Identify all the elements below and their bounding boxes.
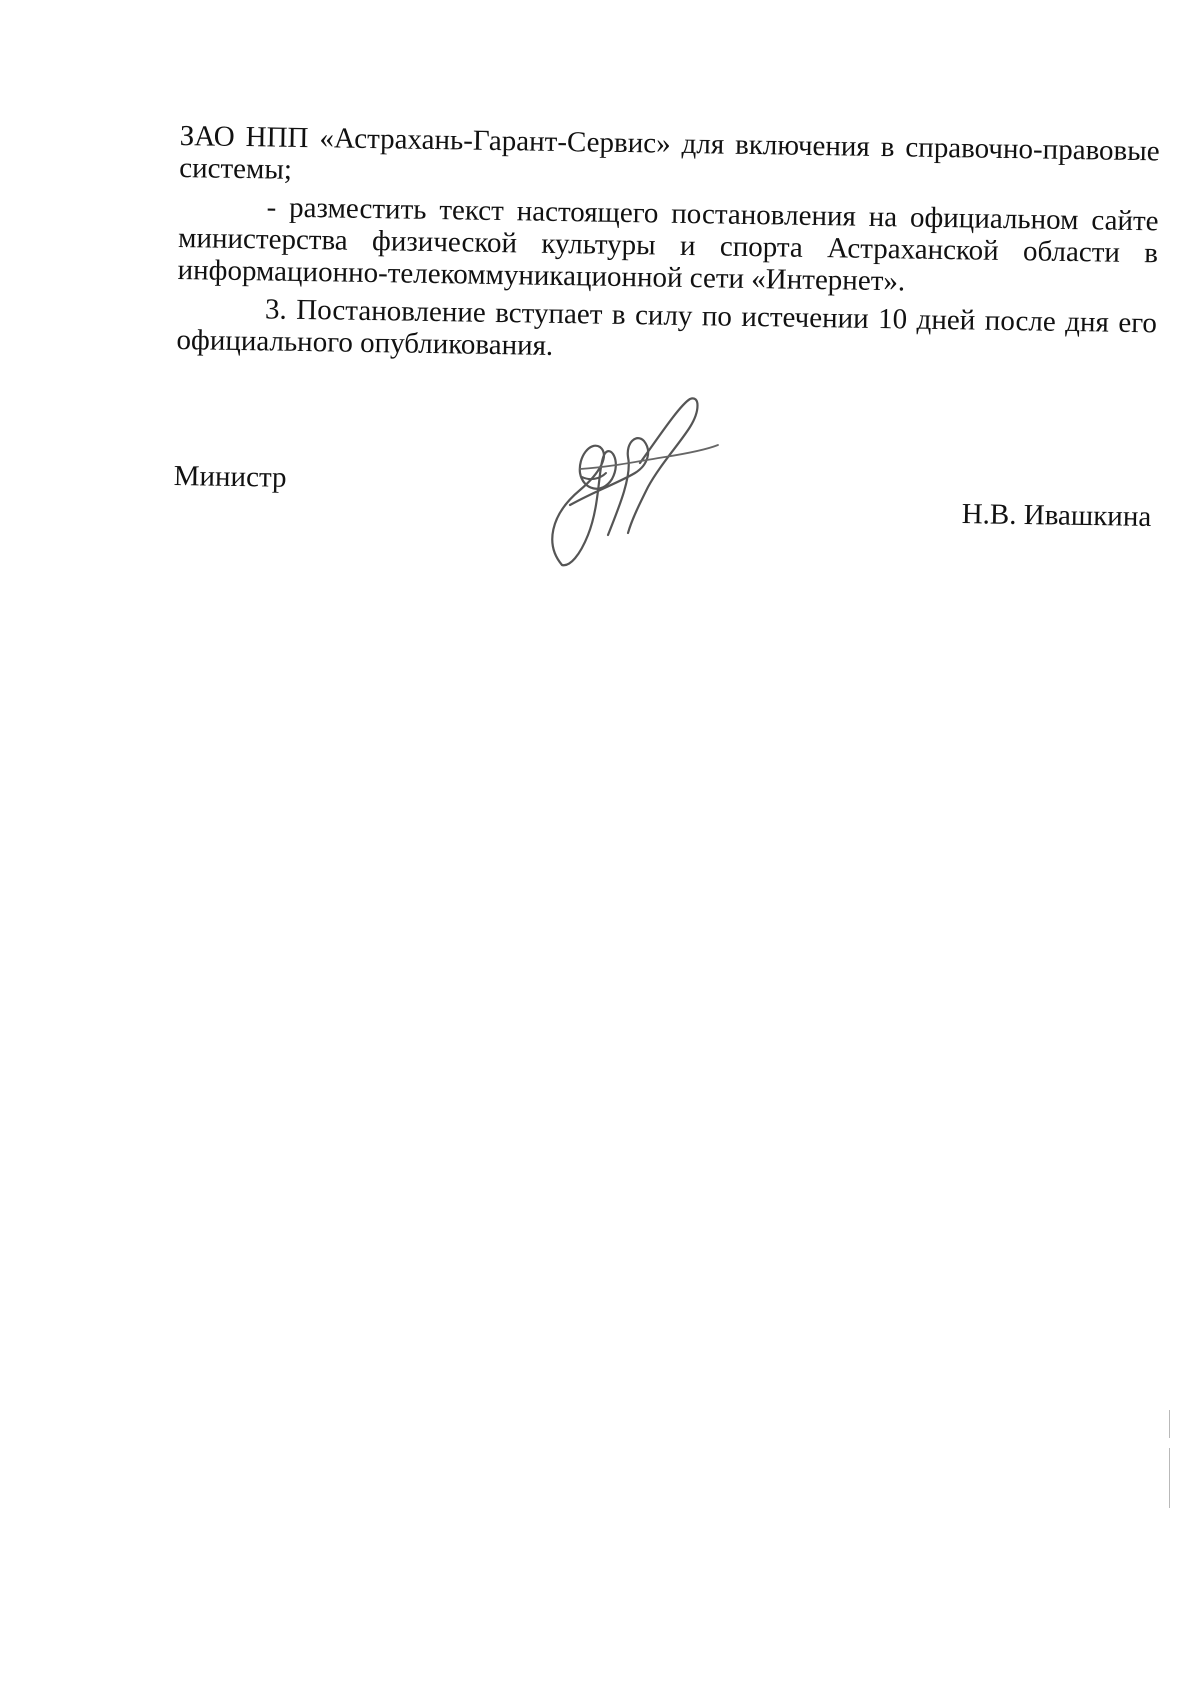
paragraph-legal-systems: ЗАО НПП «Астрахань-Гарант-Сервис» для включения в справочно-правовые системы;	[178, 120, 1160, 186]
paragraph-website-publication: - разместить текст настоящего постановления на официальном сайте министерства физической культуры и спорта Астраханской области в информационно-телекоммуникационной сети «Интернет».	[177, 191, 1159, 298]
scan-edge-mark	[1169, 1448, 1170, 1508]
handwritten-signature-icon	[540, 395, 720, 575]
signer-name: Н.В. Ивашкина	[961, 498, 1152, 533]
paragraph-effective-date: 3. Постановление вступает в силу по истечении 10 дней после дня его официального опубликования.	[176, 293, 1158, 362]
signer-position: Министр	[173, 460, 287, 494]
scan-edge-mark	[1169, 1410, 1170, 1438]
